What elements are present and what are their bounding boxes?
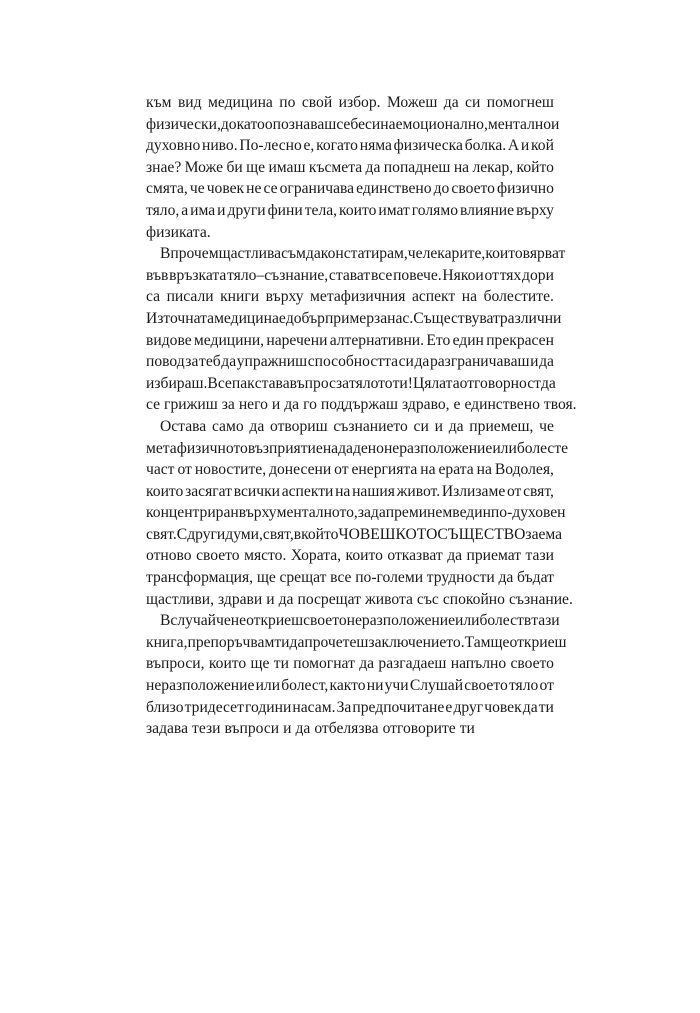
text-line: Източната медицина е добър пример за нас. Съществуват различни xyxy=(146,309,562,327)
text-line: смята, че човек не се ограничава единствено до своето физично xyxy=(146,180,554,198)
text-line: се грижиш за него и да го поддържаш здраво, е единствено твоя. xyxy=(146,396,577,414)
text-line: свят. С други думи, свят, в който ЧОВЕШКОТО СЪЩЕСТВО заема xyxy=(146,525,563,543)
text-line: В случай че не откриеш своето неразположение или болест в тази xyxy=(160,612,560,630)
text-line: които засягат всички аспекти на нашия живот. Излизаме от свят, xyxy=(146,482,554,500)
text-line: метафизичното възприятие на дадено неразположение или болест е xyxy=(146,439,569,457)
text-line: Остава само да отвориш съзнанието си и да приемеш, че xyxy=(160,417,554,435)
paragraph xyxy=(146,243,577,416)
text-line: задава тези въпроси и да отбелязва отговорите ти xyxy=(146,720,475,738)
text-line: физически, докато опознаваш себе си на емоционално, ментално и xyxy=(146,115,560,133)
text-line: повод за теб да упражниш способността си да разграничаваш и да xyxy=(146,353,554,371)
paragraph xyxy=(146,416,573,610)
text-line: към вид медицина по свой избор. Можеш да си помогнеш xyxy=(146,94,554,111)
text-line: трансформация, ще срещат все по-големи трудности да бъдат xyxy=(146,569,554,587)
paragraph xyxy=(146,610,567,740)
text-line: щастливи, здрави и да посрещат живота със спокойно съзнание. xyxy=(146,590,573,608)
text-line: книга, препоръчвам ти да прочетеш заключението. Там ще откриеш xyxy=(146,633,567,651)
body-text xyxy=(146,92,577,740)
text-line: духовно ниво. По-лесно е, когато няма физическа болка. А и кой xyxy=(146,137,554,155)
text-line: знае? Може би ще имаш късмета да попаднеш на лекар, който xyxy=(146,158,554,176)
text-line: въпроси, които ще ти помогнат да разгадаеш напълно своето xyxy=(146,655,554,673)
text-line: физиката. xyxy=(146,223,211,241)
text-line: избираш. Все пак става въпрос за тялото ти! Цялата отговорност да xyxy=(146,374,556,392)
text-line: Впрочем щастлива съм да констатирам, че лекарите, които вярват xyxy=(160,245,566,263)
text-line: във връзката тяло–съзнание, стават все повече. Някои от тях дори xyxy=(146,266,554,284)
text-line: видове медицини, наречени алтернативни. Ето един прекрасен xyxy=(146,331,554,349)
text-line: отново своето място. Хората, които отказват да приемат тази xyxy=(146,547,554,565)
text-line: неразположение или болест, както ни учи Слушай своето тяло от xyxy=(146,677,554,695)
text-line: част от новостите, донесени от енергията на ерата на Водолея, xyxy=(146,461,554,479)
text-line: са писали книги върху метафизичния аспект на болестите. xyxy=(146,288,554,306)
text-line: концентриран върху менталното, за да преминем в един по-духовен xyxy=(146,504,566,522)
text-line: близо тридесет години насам. За предпочитане е друг човек да ти xyxy=(146,698,554,716)
text-line: тяло, а има и други фини тела, които имат голямо влияние върху xyxy=(146,201,554,219)
paragraph xyxy=(146,92,560,243)
